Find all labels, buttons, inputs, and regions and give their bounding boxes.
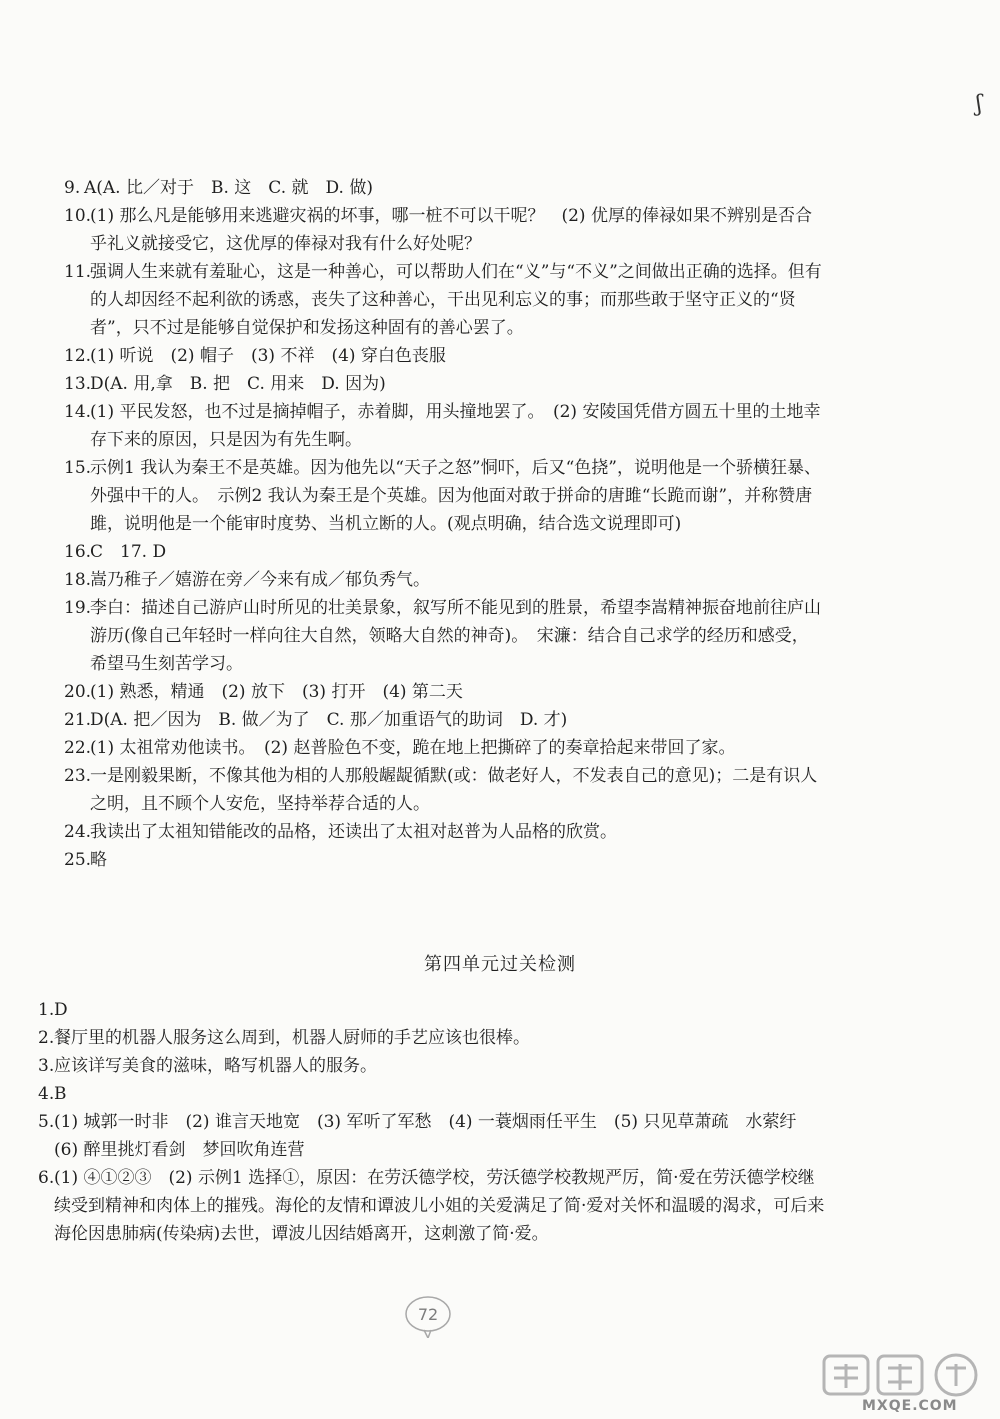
answer-number: 1. <box>38 1000 55 1020</box>
answer-text: (1) 那么凡是能够用来逃避灾祸的坏事，哪一桩不可以干呢？ (2) 优厚的俸禄如果不辨别是否合乎礼义就接受它，这优厚的俸禄对我有什么好处呢？ <box>90 206 812 254</box>
answer-item <box>64 174 824 202</box>
answer-number: 13. <box>64 374 92 394</box>
answer-number: 19. <box>64 598 92 618</box>
answer-text: 略 <box>90 850 107 870</box>
answer-number: 9. <box>64 178 81 198</box>
answer-number: 22. <box>64 738 92 758</box>
edge-mark: ʃ <box>976 92 982 117</box>
answer-item <box>64 734 824 762</box>
answer-number: 20. <box>64 682 92 702</box>
answer-number: 11. <box>64 262 92 282</box>
answer-number: 14. <box>64 402 92 422</box>
answer-item <box>64 370 824 398</box>
answer-text: D(A. 用,拿 B. 把 C. 用来 D. 因为) <box>90 374 386 394</box>
answer-item <box>64 594 824 678</box>
answer-item <box>64 678 824 706</box>
answer-text: D <box>54 1000 68 1020</box>
answer-item <box>38 1024 828 1052</box>
answer-item <box>38 1080 828 1108</box>
answer-text: 嵩乃稚子／嬉游在旁／今来有成／郁负秀气。 <box>90 570 430 590</box>
answer-text: 一是刚毅果断，不像其他为相的人那般龌龊循默(或：做老好人，不发表自己的意见)；二是有识人之明，且不顾个人安危，坚持举荐合适的人。 <box>90 766 818 814</box>
answer-item <box>64 342 824 370</box>
answer-text: D(A. 把／因为 B. 做／为了 C. 那／加重语气的助词 D. 才) <box>90 710 568 730</box>
answer-item <box>64 258 824 342</box>
answer-text: (1) 城郭一时非 (2) 谁言天地宽 (3) 军听了军愁 (4) 一蓑烟雨任平生 (5) 只见草萧疏 水萦纡 (6) 醉里挑灯看剑 梦回吹角连营 <box>54 1112 814 1160</box>
answer-number: 15. <box>64 458 92 478</box>
answer-text: (1) 太祖常劝他读书。 (2) 赵普脸色不变，跪在地上把撕碎了的奏章拾起来带回了家。 <box>90 738 736 758</box>
answer-text: A(A. 比／对于 B. 这 C. 就 D. 做) <box>84 178 373 198</box>
answer-text: (1) 熟悉，精通 (2) 放下 (3) 打开 (4) 第二天 <box>90 682 463 702</box>
answer-number: 6. <box>38 1168 55 1188</box>
answer-list <box>64 174 824 874</box>
answer-number: 23. <box>64 766 92 786</box>
watermark-url: MXQE.COM <box>862 1398 958 1414</box>
section-title: 第四单元过关检测 <box>424 954 576 975</box>
answer-text: 餐厅里的机器人服务这么周到，机器人厨师的手艺应该也很棒。 <box>54 1028 530 1048</box>
answer-text: 我读出了太祖知错能改的品格，还读出了太祖对赵普为人品格的欣赏。 <box>90 822 617 842</box>
answer-number: 4. <box>38 1084 55 1104</box>
answer-item <box>64 818 824 846</box>
answer-number: 12. <box>64 346 92 366</box>
answer-item <box>64 706 824 734</box>
answer-text: 强调人生来就有羞耻心，这是一种善心，可以帮助人们在“义”与“不义”之间做出正确的选择。但有的人却因经不起利欲的诱惑，丧失了这种善心，干出见利忘义的事；而那些敢于坚守正义的“贤者”，只不过是能够自觉保护和发扬这种固有的善心罢了。 <box>90 262 822 338</box>
answer-item <box>64 538 824 566</box>
answer-item <box>64 202 824 258</box>
answer-item <box>64 846 824 874</box>
answer-number: 25. <box>64 850 92 870</box>
page-number: 72 <box>417 1305 439 1324</box>
answer-item <box>38 1052 828 1080</box>
answer-item <box>64 762 824 818</box>
answer-text: 李白：描述自己游庐山时所见的壮美景象，叙写所不能见到的胜景，希望李嵩精神振奋地前往庐山游历(像自己年轻时一样向往大自然，领略大自然的神奇)。 宋濂：结合自己求学的经历和感受，希望马生刻苦学习。 <box>90 598 821 674</box>
answer-number: 24. <box>64 822 92 842</box>
answer-item <box>38 1164 828 1248</box>
answer-number: 16. <box>64 542 92 562</box>
watermark-logo-shape <box>820 1350 990 1400</box>
answer-text: 应该详写美食的滋味，略写机器人的服务。 <box>54 1056 377 1076</box>
answer-item <box>64 398 824 454</box>
answer-number: 2. <box>38 1028 55 1048</box>
answer-item <box>64 454 824 538</box>
answer-number: 18. <box>64 570 92 590</box>
answer-number: 3. <box>38 1056 55 1076</box>
answer-number: 21. <box>64 710 92 730</box>
answer-item <box>38 1108 828 1164</box>
answer-number: 5. <box>38 1112 55 1132</box>
answer-text: (1) ④①②③ (2) 示例1 选择①，原因：在劳沃德学校，劳沃德学校教规严厉，简·爱在劳沃德学校继续受到精神和肉体上的摧残。海伦的友情和谭波儿小姐的关爱满足了简·爱对关怀和温暖的渴求，可后来海伦因患肺病(传染病)去世，谭波儿因结婚离开，这刺激了简·爱。 <box>54 1168 825 1244</box>
answer-text: (1) 平民发怒，也不过是摘掉帽子，赤着脚，用头撞地罢了。 (2) 安陵国凭借方圆五十里的土地幸存下来的原因，只是因为有先生啊。 <box>90 402 821 450</box>
answer-text: B <box>54 1084 67 1104</box>
answer-number: 10. <box>64 206 92 226</box>
answer-text: 示例1 我认为秦王不是英雄。因为他先以“天子之怒”恫吓，后又“色挠”，说明他是一个骄横狂暴、外强中干的人。 示例2 我认为秦王是个英雄。因为他面对敢于拼命的唐雎“长跪而谢”，并称赞唐雎，说明他是一个能审时度势、当机立断的人。(观点明确，结合选文说理即可) <box>90 458 821 534</box>
answer-text: C 17. D <box>90 542 167 562</box>
answer-item <box>64 566 824 594</box>
page-number-badge <box>400 1294 456 1338</box>
answer-item <box>38 996 828 1024</box>
answer-text: (1) 听说 (2) 帽子 (3) 不祥 (4) 穿白色丧服 <box>90 346 446 366</box>
section4-answer-list <box>38 996 828 1248</box>
